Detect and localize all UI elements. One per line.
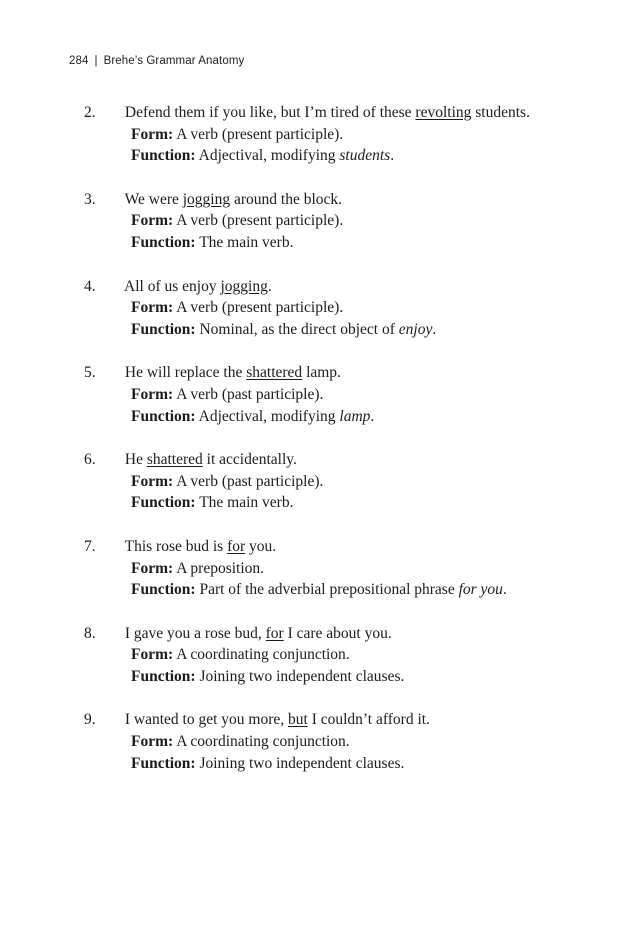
function-line	[103, 492, 545, 514]
form-label: Form:	[131, 385, 174, 403]
function-line	[103, 319, 545, 341]
target-word: jogging	[182, 190, 231, 208]
book-title: Brehe’s Grammar Anatomy	[103, 55, 245, 67]
form-label: Form:	[131, 472, 174, 490]
form-label: Form:	[131, 559, 174, 577]
function-label: Function:	[131, 754, 196, 772]
function-punct: .	[390, 147, 395, 165]
item-number: 5.	[84, 364, 96, 382]
sentence-text: This rose bud is	[124, 537, 228, 555]
sentence-text: I couldn’t afford it.	[307, 711, 430, 729]
function-value: Nominal, as the direct object of	[199, 320, 399, 338]
form-line	[103, 644, 545, 666]
form-line	[103, 297, 545, 319]
sentence-text: around the block.	[230, 190, 343, 208]
sentence-text: I gave you a rose bud,	[124, 624, 266, 642]
sentence-text: All of us enjoy	[124, 277, 221, 295]
example-sentence	[84, 536, 545, 558]
form-label: Form:	[131, 299, 174, 317]
function-label: Function:	[131, 233, 196, 251]
form-value: A coordinating conjunction.	[176, 646, 350, 664]
form-value: A preposition.	[176, 559, 265, 577]
answer-item	[84, 449, 545, 514]
form-label: Form:	[131, 125, 174, 143]
form-value: A coordinating conjunction.	[176, 733, 350, 751]
example-sentence	[84, 709, 545, 731]
target-word: for	[265, 624, 284, 642]
function-emphasis: lamp	[339, 407, 371, 425]
function-emphasis: students	[339, 147, 391, 165]
target-word: shattered	[146, 451, 203, 469]
target-word: but	[288, 711, 308, 729]
function-value: The main verb.	[199, 233, 294, 251]
function-line	[103, 666, 545, 688]
form-line	[103, 558, 545, 580]
function-label: Function:	[131, 147, 196, 165]
answer-item	[84, 709, 545, 774]
target-word: revolting	[415, 104, 472, 121]
answer-item	[84, 276, 545, 341]
form-line	[103, 210, 545, 232]
function-line	[103, 753, 545, 775]
sentence-text: you.	[245, 537, 277, 555]
header-separator: |	[94, 55, 98, 67]
item-number: 7.	[84, 537, 96, 555]
example-sentence	[84, 102, 545, 124]
function-label: Function:	[131, 667, 196, 685]
item-number: 2.	[84, 104, 96, 121]
form-label: Form:	[131, 646, 174, 664]
sentence-text: He	[124, 451, 147, 469]
item-number: 8.	[84, 624, 96, 642]
sentence-text: Defend them if you like, but I’m tired of these	[124, 104, 416, 121]
sentence-text: it accidentally.	[202, 451, 297, 469]
function-label: Function:	[131, 494, 196, 512]
form-label: Form:	[131, 212, 174, 230]
item-number: 9.	[84, 711, 96, 729]
function-label: Function:	[131, 407, 196, 425]
answer-item	[84, 623, 545, 688]
function-line	[103, 232, 545, 254]
answer-item	[84, 189, 545, 254]
form-value: A verb (past participle).	[176, 472, 324, 490]
target-word: jogging	[220, 277, 268, 295]
form-value: A verb (past participle).	[176, 385, 324, 403]
form-line	[103, 124, 545, 146]
function-value: The main verb.	[199, 494, 294, 512]
function-punct: .	[502, 581, 507, 599]
form-line	[103, 731, 545, 753]
answer-item	[84, 102, 545, 167]
item-number: 4.	[84, 277, 96, 295]
form-value: A verb (present participle).	[176, 212, 344, 230]
page-number: 284	[69, 55, 89, 67]
answer-item	[84, 362, 545, 427]
sentence-text: I wanted to get you more,	[124, 711, 289, 729]
function-value: Adjectival, modifying	[198, 147, 340, 165]
function-value: Joining two independent clauses.	[199, 754, 405, 772]
function-line	[103, 145, 545, 167]
answer-item	[84, 536, 545, 601]
function-emphasis: for you	[458, 581, 503, 599]
function-label: Function:	[131, 581, 196, 599]
example-sentence	[84, 623, 545, 645]
function-emphasis: enjoy	[398, 320, 433, 338]
form-line	[103, 384, 545, 406]
exercise-answers	[84, 102, 545, 796]
function-label: Function:	[131, 320, 196, 338]
sentence-text: I care about you.	[283, 624, 392, 642]
sentence-text: students.	[471, 104, 530, 121]
function-value: Part of the adverbial prepositional phrase	[199, 581, 459, 599]
item-number: 6.	[84, 451, 96, 469]
function-punct: .	[370, 407, 375, 425]
example-sentence	[84, 189, 545, 211]
function-punct: .	[432, 320, 437, 338]
form-value: A verb (present participle).	[176, 299, 344, 317]
example-sentence	[84, 276, 545, 298]
function-value: Joining two independent clauses.	[199, 667, 405, 685]
example-sentence	[84, 362, 545, 384]
form-value: A verb (present participle).	[176, 125, 344, 143]
function-line	[103, 406, 545, 428]
item-number: 3.	[84, 190, 96, 208]
target-word: for	[227, 537, 246, 555]
sentence-text: .	[267, 277, 272, 295]
form-line	[103, 471, 545, 493]
target-word: shattered	[246, 364, 303, 382]
function-line	[103, 579, 545, 601]
form-label: Form:	[131, 733, 174, 751]
function-value: Adjectival, modifying	[198, 407, 340, 425]
sentence-text: We were	[124, 190, 183, 208]
running-head	[69, 55, 244, 67]
example-sentence	[84, 449, 545, 471]
sentence-text: He will replace the	[124, 364, 247, 382]
sentence-text: lamp.	[302, 364, 341, 382]
